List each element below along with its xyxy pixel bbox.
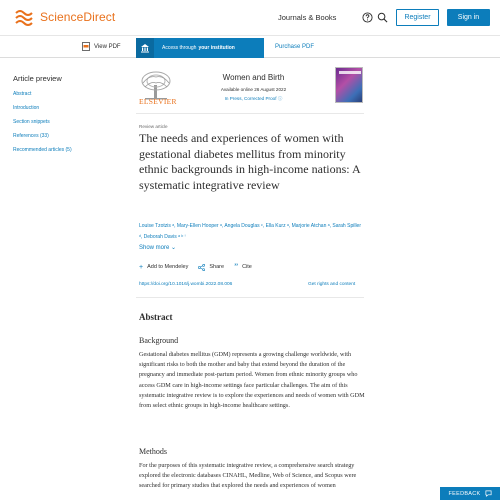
article-actions: [139, 262, 252, 272]
journal-title[interactable]: Women and Birth: [222, 73, 285, 82]
rights-link[interactable]: Get rights and content: [308, 282, 356, 287]
view-pdf-button[interactable]: [82, 42, 121, 51]
sidebar-item-introduction[interactable]: Introduction: [13, 105, 40, 111]
article-title: The needs and experiences of women with gestational diabetes mellitus from minority ethnic backgrounds in high-income nations: A systematic integrative review: [139, 131, 360, 192]
info-icon: ⓘ: [277, 96, 283, 101]
journal-status-link[interactable]: [196, 96, 311, 102]
methods-paragraph: For the purposes of this systematic integrative review, a comprehensive search strategy explored the electronic databases CINAHL, Medline, Web of Science, and Scopus were searched for primary studies that explored the needs and experiences of women: [139, 462, 357, 490]
sidebar-item-abstract[interactable]: Abstract: [13, 91, 32, 97]
add-to-mendeley-button[interactable]: [139, 262, 188, 272]
sign-in-button[interactable]: Sign in: [447, 9, 490, 26]
sciencedirect-logo-icon[interactable]: [14, 9, 34, 27]
chevron-down-icon: ⌄: [171, 245, 177, 251]
article-type: Review article: [139, 124, 168, 129]
quote-icon: ”: [234, 262, 239, 272]
sidebar-item-references[interactable]: References (33): [13, 133, 49, 139]
share-button[interactable]: [198, 262, 224, 272]
abstract-heading: Abstract: [139, 312, 173, 322]
view-pdf-label: View PDF: [94, 43, 121, 50]
pdf-icon: [82, 42, 90, 51]
speech-bubble-icon: [485, 490, 492, 497]
institution-icon: [136, 38, 154, 58]
methods-heading: Methods: [139, 447, 167, 456]
cite-label: Cite: [242, 264, 252, 270]
sidebar-item-section-snippets[interactable]: Section snippets: [13, 119, 50, 125]
cite-button[interactable]: [234, 262, 252, 272]
author-list[interactable]: Louise Tzotzis ᵃ, Mary-Ellen Hooper ᵃ, Angela Douglas ᶜ, Ella Kurz ᵃ, Marjorie Atchan ᵃ, Sarah Spiller ᵈ, Deborah Davis ᵃ ᵇ ⁱ: [139, 223, 361, 240]
search-icon[interactable]: [377, 12, 388, 23]
show-more-label: Show more: [139, 245, 170, 251]
elsevier-wordmark: ELSEVIER: [139, 97, 177, 106]
share-label: Share: [209, 264, 225, 270]
access-prefix-label: Access through: [162, 45, 197, 51]
journal-status-label: In Press, Corrected Proof: [224, 96, 277, 101]
doi-link[interactable]: https://doi.org/10.1016/j.wombi.2022.08.006: [139, 282, 233, 287]
journals-books-link[interactable]: Journals & Books: [278, 13, 337, 22]
sidebar-heading: Article preview: [13, 74, 62, 83]
institution-access-button[interactable]: [136, 38, 264, 58]
background-heading: Background: [139, 336, 179, 345]
access-institution-label: your institution: [198, 45, 235, 51]
feedback-label: FEEDBACK: [448, 490, 481, 497]
divider: [136, 113, 364, 114]
site-header: [0, 0, 500, 36]
register-button[interactable]: Register: [396, 9, 439, 26]
journal-cover-image[interactable]: [335, 67, 363, 103]
share-icon: [198, 264, 205, 271]
article-outline-sidebar: [13, 74, 113, 161]
cover-title-strip: [339, 71, 361, 74]
help-icon[interactable]: [362, 12, 373, 23]
brand-name[interactable]: ScienceDirect: [40, 10, 116, 24]
purchase-pdf-link[interactable]: Purchase PDF: [275, 44, 315, 50]
mendeley-label: Add to Mendeley: [147, 264, 189, 270]
plus-icon: +: [139, 263, 144, 271]
show-more-button[interactable]: [139, 244, 176, 251]
journal-availability: Available online 26 August 2022: [220, 87, 287, 92]
background-paragraph: Gestational diabetes mellitus (GDM) represents a growing challenge worldwide, with significant risks to both the mother and baby that extend beyond the duration of the pregnancy and immediate post-partum period. Women from ethnic minority groups who access GDM care in high-income settings face particular challenges. The aim of this systematic integrative review is to explore the experiences and needs of women with GDM from select ethnic groups in high-income healthcare settings.: [139, 351, 365, 410]
feedback-button[interactable]: [440, 487, 500, 500]
sidebar-item-recommended-articles[interactable]: Recommended articles (5): [13, 147, 72, 153]
divider: [136, 297, 364, 298]
